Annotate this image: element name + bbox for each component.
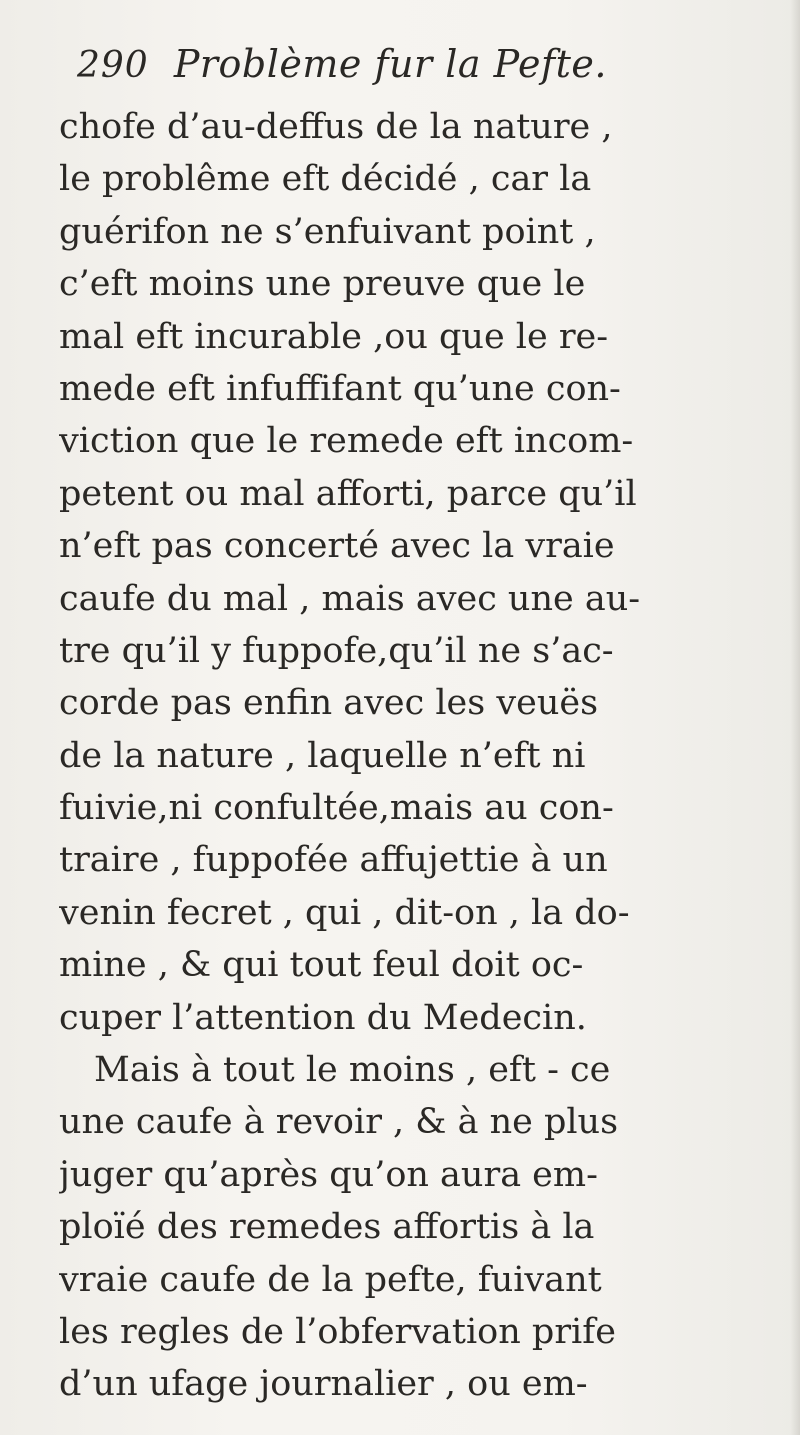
text-line: petent ou mal afforti, parce qu’il: [59, 473, 637, 514]
text-line: viction que le remede eft incom-: [59, 421, 634, 462]
text-line: c’eft moins une preuve que le: [59, 264, 586, 305]
body-text: [59, 101, 789, 1411]
text-line: de la nature , laquelle n’eft ni: [59, 735, 586, 776]
text-line: mal eft incurable ,ou que le re-: [59, 316, 609, 357]
text-line: venin fecret , qui , dit-on , la do-: [59, 892, 630, 933]
text-line: ploïé des remedes affortis à la: [59, 1207, 595, 1248]
text-line: une caufe à revoir , & à ne plus: [59, 1102, 619, 1143]
text-line: fuivie,ni confultée,mais au con-: [59, 788, 614, 829]
page-header: [77, 42, 697, 106]
text-line: corde pas enfin avec les veuës: [59, 683, 599, 724]
text-line: chofe d’au-deffus de la nature ,: [59, 107, 613, 147]
text-line: le problême eft décidé , car la: [59, 159, 592, 200]
page-edge-shadow: [790, 0, 800, 1435]
text-line: guérifon ne s’enfuivant point ,: [59, 211, 596, 252]
text-line: cuper l’attention du Medecin.: [59, 997, 587, 1038]
paragraph-start-line: Mais à tout le moins , eft - ce: [94, 1050, 611, 1091]
text-line: juger qu’après qu’on aura em-: [59, 1154, 598, 1195]
text-line: mede eft infuffifant qu’une con-: [59, 368, 621, 409]
text-line: les regles de l’obfervation prife: [59, 1311, 616, 1352]
page-number: 290: [77, 45, 149, 86]
text-line: tre qu’il y fuppofe,qu’il ne s’ac-: [59, 630, 614, 671]
text-line: mine , & qui tout feul doit oc-: [59, 945, 584, 986]
running-title: Problème fur la Pefte.: [173, 42, 607, 86]
text-line: caufe du mal , mais avec une au-: [59, 578, 641, 619]
text-line: traire , fuppofée affujettie à un: [59, 840, 608, 881]
text-line: d’un ufage journalier , ou em-: [59, 1364, 588, 1405]
text-line: vraie caufe de la pefte, fuivant: [59, 1259, 602, 1300]
text-line: n’eft pas concerté avec la vraie: [59, 526, 615, 567]
